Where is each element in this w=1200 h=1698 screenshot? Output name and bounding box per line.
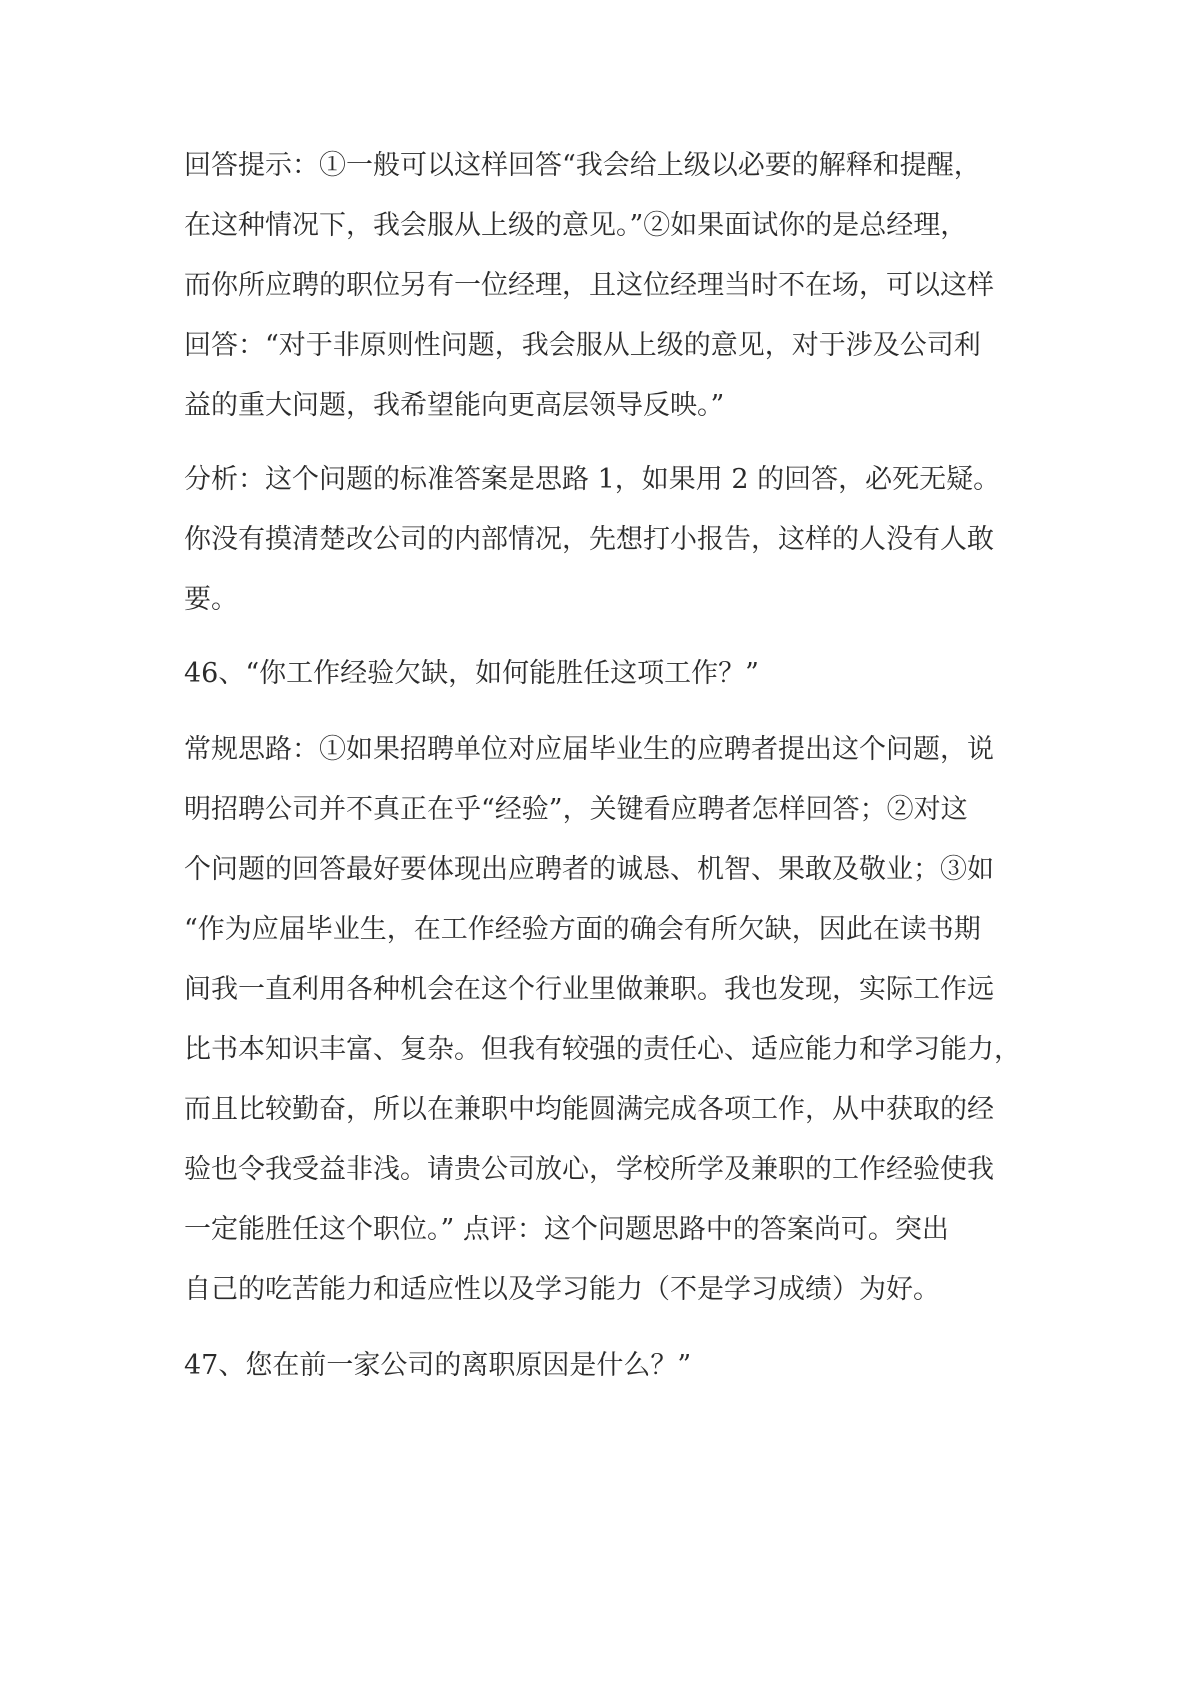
text-line: 间我一直利用各种机会在这个行业里做兼职。我也发现，实际工作远 [184,974,994,1005]
question-47-heading: 47、您在前一家公司的离职原因是什么？” [184,1350,692,1381]
text-line: 一定能胜任这个职位。” 点评：这个问题思路中的答案尚可。突出 [184,1214,949,1245]
text-line: 常规思路：①如果招聘单位对应届毕业生的应聘者提出这个问题，说 [184,734,994,765]
text-line: 在这种情况下，我会服从上级的意见。”②如果面试你的是总经理， [184,210,968,241]
text-line: 益的重大问题，我希望能向更高层领导反映。” [184,390,725,421]
text-line: 明招聘公司并不真正在乎“经验”，关键看应聘者怎样回答；②对这 [184,794,968,825]
text-line: 分析：这个问题的标准答案是思路 1，如果用 2 的回答，必死无疑。 [184,464,1001,495]
text-line: 而且比较勤奋，所以在兼职中均能圆满完成各项工作，从中获取的经 [184,1094,994,1125]
text-line: 而你所应聘的职位另有一位经理，且这位经理当时不在场，可以这样 [184,270,994,301]
question-46-heading: 46、“你工作经验欠缺，如何能胜任这项工作？” [184,658,759,689]
text-line: 个问题的回答最好要体现出应聘者的诚恳、机智、果敢及敬业；③如 [184,854,994,885]
text-line: “作为应届毕业生，在工作经验方面的确会有所欠缺，因此在读书期 [184,914,981,945]
text-line: 验也令我受益非浅。请贵公司放心，学校所学及兼职的工作经验使我 [184,1154,994,1185]
text-line: 回答：“对于非原则性问题，我会服从上级的意见，对于涉及公司利 [184,330,981,361]
text-line: 回答提示：①一般可以这样回答“我会给上级以必要的解释和提醒， [184,150,981,181]
text-line: 比书本知识丰富、复杂。但我有较强的责任心、适应能力和学习能力， [184,1034,1021,1065]
text-line: 你没有摸清楚改公司的内部情况，先想打小报告，这样的人没有人敢 [184,524,994,555]
text-line: 要。 [184,584,238,615]
text-line: 自己的吃苦能力和适应性以及学习能力（不是学习成绩）为好。 [184,1274,940,1305]
